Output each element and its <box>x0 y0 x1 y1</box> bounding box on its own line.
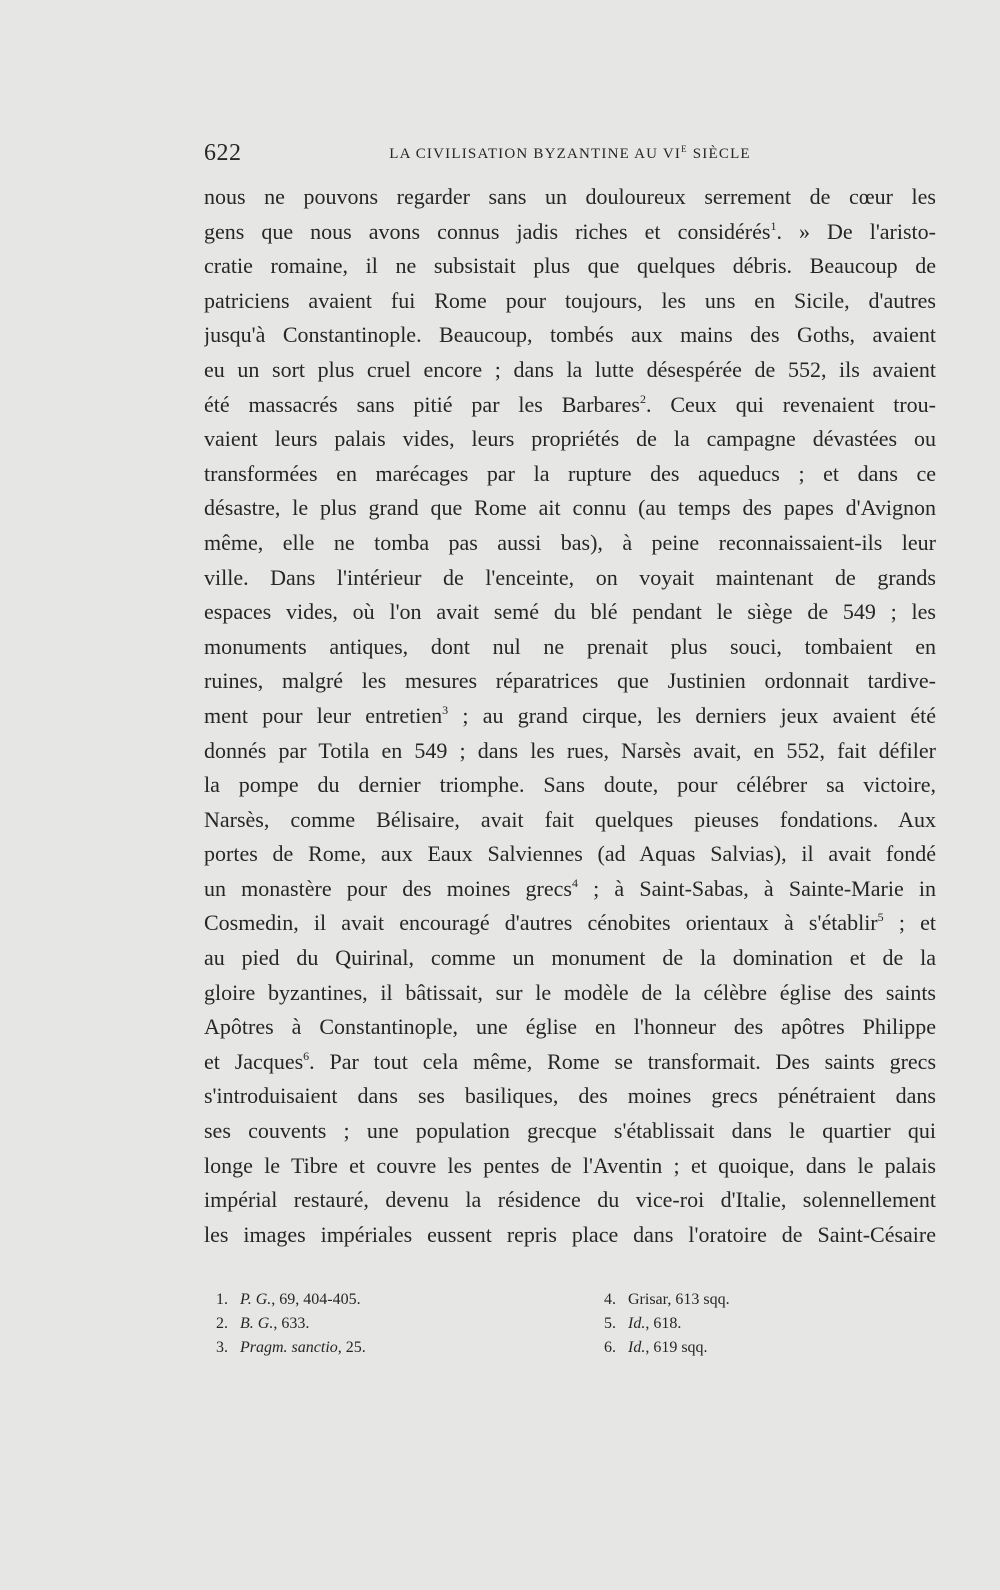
text-line <box>204 561 936 596</box>
text-segment: ruines, malgré les mesures réparatrices que Justinien ordonnait tardive- <box>204 668 936 694</box>
footnote <box>216 1288 546 1312</box>
text-line <box>204 1079 936 1114</box>
text-segment: ment pour leur entretien <box>204 702 443 728</box>
text-segment: Apôtres à Constantinople, une église en l'honneur des apôtres Philippe <box>204 1014 936 1040</box>
text-line <box>204 1218 936 1253</box>
text-line <box>204 906 936 941</box>
footnote-reference: 3 <box>442 702 449 717</box>
text-line <box>204 1183 936 1218</box>
running-title <box>204 146 936 163</box>
text-segment: espaces vides, où l'on avait semé du blé pendant le siège de 549 ; les <box>204 599 936 625</box>
text-line <box>204 803 936 838</box>
text-segment: monuments antiques, dont nul ne prenait plus souci, tombaient en <box>204 633 936 659</box>
text-segment: portes de Rome, aux Eaux Salviennes (ad Aquas Salvias), il avait fondé <box>204 841 936 867</box>
text-line <box>204 249 936 284</box>
footnote-reference: 2 <box>639 391 646 406</box>
text-line <box>204 318 936 353</box>
text-segment: Cosmedin, il avait encouragé d'autres cénobites orientaux à s'établir <box>204 910 878 936</box>
footnotes-left-column <box>216 1288 546 1360</box>
text-line <box>204 734 936 769</box>
body-text <box>204 180 936 1252</box>
text-line <box>204 1149 936 1184</box>
text-segment: ville. Dans l'intérieur de l'enceinte, on voyait maintenant de grands <box>204 564 936 590</box>
footnote-number: 3. <box>216 1339 228 1356</box>
running-title-main: LA CIVILISATION BYZANTINE AU VI <box>389 146 682 162</box>
text-line <box>204 215 936 250</box>
text-segment: même, elle ne tomba pas aussi bas), à peine reconnaissaient-ils leur <box>204 529 936 555</box>
text-line <box>204 1045 936 1080</box>
text-line <box>204 941 936 976</box>
text-line <box>204 526 936 561</box>
text-line <box>204 388 936 423</box>
footnote-number: 5. <box>604 1315 616 1332</box>
text-segment: patriciens avaient fui Rome pour toujours, les uns en Sicile, d'autres <box>204 287 936 313</box>
text-segment: eu un sort plus cruel encore ; dans la lutte désespérée de 552, ils avaient <box>204 356 936 382</box>
footnote-source-title: B. G. <box>240 1315 274 1332</box>
footnote <box>216 1312 546 1336</box>
text-segment: ; à Saint-Sabas, à Sainte-Marie in <box>577 875 936 901</box>
text-segment: s'introduisaient dans ses basiliques, des moines grecs pénétraient dans <box>204 1083 936 1109</box>
text-segment: . Ceux qui revenaient trou- <box>645 391 936 417</box>
running-title-end: SIÈCLE <box>687 146 751 162</box>
footnote-source-title: Id. <box>628 1315 646 1332</box>
text-line <box>204 768 936 803</box>
text-segment: gens que nous avons connus jadis riches et considérés <box>204 218 771 244</box>
footnote-text: , 618. <box>645 1315 682 1332</box>
text-segment: les images impériales eussent repris place dans l'oratoire de Saint-Césaire <box>204 1221 936 1247</box>
footnote-text: Grisar, 613 sqq. <box>628 1291 730 1308</box>
text-segment: ; et <box>883 910 936 936</box>
text-segment: nous ne pouvons regarder sans un douloureux serrement de cœur les <box>204 184 936 209</box>
footnote-reference: 4 <box>571 875 578 890</box>
footnote-source-title: Pragm. sanctio <box>240 1339 338 1356</box>
footnote <box>604 1336 934 1360</box>
footnote-number: 1. <box>216 1291 228 1308</box>
footnotes <box>216 1288 936 1368</box>
footnote-number: 2. <box>216 1315 228 1332</box>
footnote-number: 6. <box>604 1339 616 1356</box>
text-segment: donnés par Totila en 549 ; dans les rues, Narsès avait, en 552, fait défiler <box>204 737 936 763</box>
text-line <box>204 699 936 734</box>
text-segment: désastre, le plus grand que Rome ait connu (au temps des papes d'Avignon <box>204 495 936 521</box>
footnote-text: , 69, 404-405. <box>271 1291 361 1308</box>
text-line <box>204 284 936 319</box>
text-segment: cratie romaine, il ne subsistait plus que quelques débris. Beaucoup de <box>204 253 936 279</box>
text-line <box>204 976 936 1011</box>
text-line <box>204 837 936 872</box>
footnote-reference: 1 <box>770 218 777 233</box>
footnote-source-title: Id. <box>628 1339 646 1356</box>
text-line <box>204 353 936 388</box>
footnote-number: 4. <box>604 1291 616 1308</box>
text-line <box>204 1114 936 1149</box>
text-segment: ses couvents ; une population grecque s'établissait dans le quartier qui <box>204 1118 936 1144</box>
footnotes-right-column <box>604 1288 934 1360</box>
text-line <box>204 595 936 630</box>
text-segment: longe le Tibre et couvre les pentes de l'Aventin ; et quoique, dans le palais <box>204 1152 936 1178</box>
text-segment: vaient leurs palais vides, leurs propriétés de la campagne dévastées ou <box>204 426 936 452</box>
footnote-source-title: P. G. <box>240 1291 272 1308</box>
text-line <box>204 872 936 907</box>
text-segment: gloire byzantines, il bâtissait, sur le modèle de la célèbre église des saints <box>204 979 936 1005</box>
footnote-text: , 633. <box>273 1315 310 1332</box>
text-line <box>204 422 936 457</box>
text-line <box>204 491 936 526</box>
text-segment: un monastère pour des moines grecs <box>204 875 572 901</box>
footnote-reference: 6 <box>303 1048 310 1063</box>
footnote-reference: 5 <box>877 910 884 925</box>
running-header <box>204 140 936 170</box>
text-segment: au pied du Quirinal, comme un monument de la domination et de la <box>204 945 936 971</box>
text-line <box>204 1010 936 1045</box>
text-line <box>204 664 936 699</box>
text-segment: ; au grand cirque, les derniers jeux avaient été <box>448 702 936 728</box>
text-segment: impérial restauré, devenu la résidence du vice-roi d'Italie, solennellement <box>204 1187 936 1213</box>
text-line <box>204 180 936 215</box>
footnote <box>604 1312 934 1336</box>
text-segment: . Par tout cela même, Rome se transformait. Des saints grecs <box>309 1048 936 1074</box>
text-segment: et Jacques <box>204 1048 304 1074</box>
text-segment: été massacrés sans pitié par les Barbares <box>204 391 640 417</box>
text-segment: Narsès, comme Bélisaire, avait fait quelques pieuses fondations. Aux <box>204 806 936 832</box>
page-number: 622 <box>204 140 242 166</box>
footnote-text: , 619 sqq. <box>645 1339 708 1356</box>
running-title-superscript: E <box>681 144 688 154</box>
text-line <box>204 630 936 665</box>
footnote <box>216 1336 546 1360</box>
text-segment: . » De l'aristo- <box>776 218 936 244</box>
text-segment: la pompe du dernier triomphe. Sans doute, pour célébrer sa victoire, <box>204 772 936 798</box>
text-segment: jusqu'à Constantinople. Beaucoup, tombés aux mains des Goths, avaient <box>204 322 936 348</box>
footnote-text: , 25. <box>337 1339 366 1356</box>
text-segment: transformées en marécages par la rupture des aqueducs ; et dans ce <box>204 460 936 486</box>
text-line <box>204 457 936 492</box>
footnote <box>604 1288 934 1312</box>
